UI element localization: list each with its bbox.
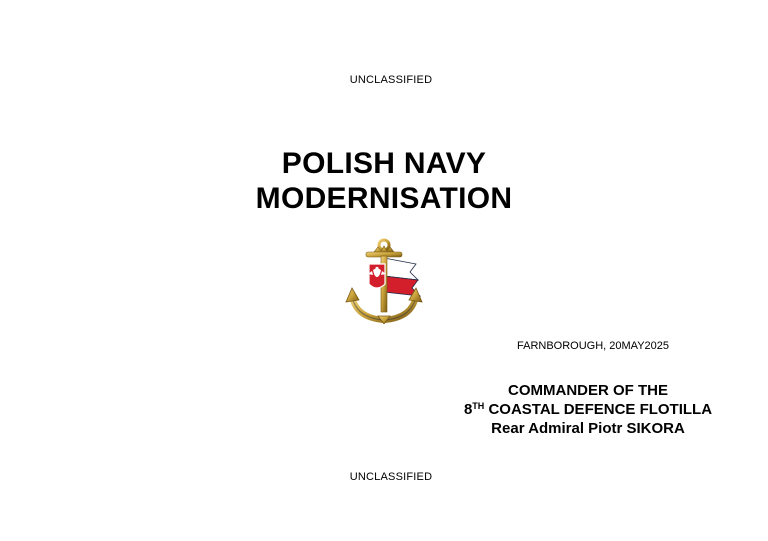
flotilla-name: COASTAL DEFENCE FLOTILLA <box>484 401 713 418</box>
signature-line-2 <box>438 400 738 419</box>
polish-navy-anchor-emblem-icon <box>344 238 424 324</box>
signature-line-1: COMMANDER OF THE <box>508 382 668 399</box>
place-and-date: FARNBOROUGH, 20MAY2025 <box>517 340 670 352</box>
title-line-2: MODERNISATION <box>255 182 513 215</box>
title-line-1: POLISH NAVY <box>281 147 487 180</box>
signatory-name: Rear Admiral Piotr SIKORA <box>491 420 685 437</box>
signature-block <box>438 381 738 438</box>
ordinal-suffix: TH <box>472 401 485 411</box>
classification-marking-bottom: UNCLASSIFIED <box>349 471 433 483</box>
document-title <box>0 146 768 216</box>
flotilla-number: 8 <box>463 401 473 418</box>
classification-marking-top: UNCLASSIFIED <box>349 74 433 86</box>
